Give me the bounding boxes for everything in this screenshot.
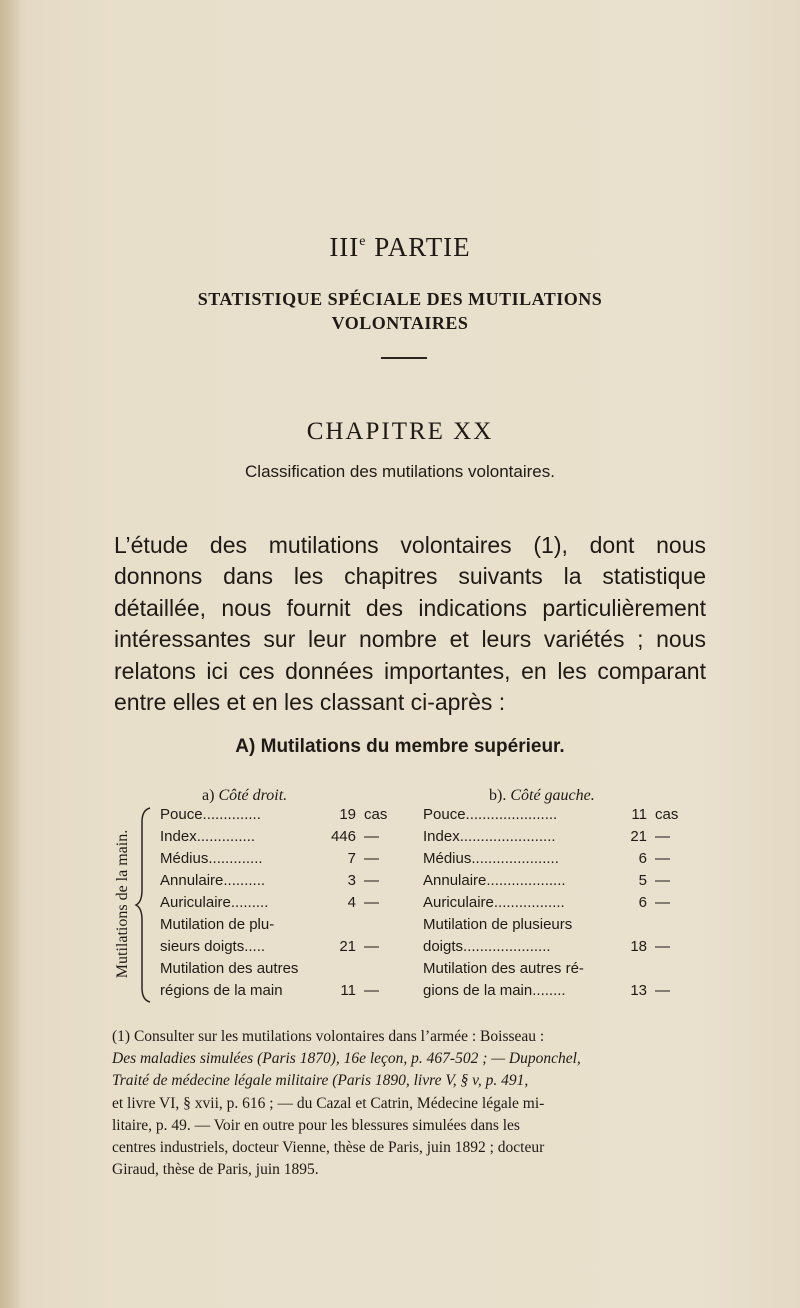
- row-label: Annulaire...................: [423, 872, 566, 889]
- row-value: 3: [347, 872, 356, 889]
- row-value: 21: [630, 828, 647, 845]
- row-value: 13: [630, 982, 647, 999]
- left-side-row: [423, 870, 685, 892]
- row-label: Pouce......................: [423, 806, 558, 823]
- row-label: Auriculaire.........: [160, 894, 269, 911]
- footnote-line-5: litaire, p. 49. — Voir en outre pour les blessures simulées dans les: [112, 1116, 520, 1134]
- left-side-heading: [489, 787, 595, 805]
- row-label: Pouce..............: [160, 806, 261, 823]
- left-brace-icon: [134, 806, 154, 1004]
- row-value: 18: [630, 938, 647, 955]
- right-side-row: [160, 936, 390, 958]
- page-binding-shadow: [0, 0, 22, 1308]
- left-side-row: [423, 892, 685, 914]
- row-unit: —: [364, 828, 379, 845]
- footnote-line-3: Traité de médecine légale militaire (Paris 1890, livre V, § v, p. 491,: [112, 1072, 529, 1090]
- row-unit: —: [364, 894, 379, 911]
- row-value: 11: [631, 806, 647, 823]
- right-side-heading-text: Côté droit.: [218, 787, 288, 804]
- right-side-row: [160, 848, 390, 870]
- right-side-row: [160, 826, 390, 848]
- row-label: Auriculaire.................: [423, 894, 565, 911]
- row-value: 19: [339, 806, 356, 823]
- row-label: Mutilation des autres ré-: [423, 960, 584, 977]
- footnote-line-6: centres industriels, docteur Vienne, thèse de Paris, juin 1892 ; docteur: [112, 1139, 545, 1157]
- row-label: Médius.....................: [423, 850, 559, 867]
- left-side-row: [423, 826, 685, 848]
- section-heading: A) Mutilations du membre supérieur.: [235, 736, 565, 757]
- intro-paragraph: [114, 530, 706, 718]
- part-numeral: III: [329, 232, 360, 262]
- row-value: 6: [638, 894, 647, 911]
- right-side-row: [160, 804, 390, 826]
- part-title: [0, 232, 800, 263]
- row-unit: —: [655, 982, 670, 999]
- footnote-line-4: et livre VI, § xvii, p. 616 ; — du Cazal et Catrin, Médecine légale mi-: [112, 1094, 545, 1112]
- right-side-row: [160, 892, 390, 914]
- right-side-row: [160, 980, 390, 1002]
- row-unit: cas: [364, 806, 388, 823]
- row-value: 7: [347, 850, 356, 867]
- row-unit: —: [655, 850, 670, 867]
- side-label: [112, 808, 134, 1000]
- part-numeral-sup: e: [359, 234, 367, 249]
- row-label: Mutilation de plusieurs: [423, 916, 573, 933]
- left-side-row: [423, 980, 685, 1002]
- row-label: sieurs doigts.....: [160, 938, 266, 955]
- row-label: Mutilation de plu-: [160, 916, 275, 933]
- footnote-line-1: (1) Consulter sur les mutilations volontaires dans l’armée : Boisseau :: [112, 1028, 545, 1045]
- left-side-heading-prefix: b).: [489, 787, 507, 804]
- row-unit: —: [655, 872, 670, 889]
- left-side-heading-text: Côté gauche.: [510, 787, 595, 804]
- right-side-heading-prefix: a): [202, 787, 215, 804]
- part-subtitle: [0, 287, 800, 335]
- right-side-heading: [202, 787, 287, 805]
- left-side-row: [423, 914, 685, 936]
- row-label: Index.......................: [423, 828, 556, 845]
- row-value: 6: [638, 850, 647, 867]
- right-side-row: [160, 958, 390, 980]
- row-unit: —: [364, 850, 379, 867]
- left-side-row: [423, 958, 685, 980]
- chapter-subtitle: Classification des mutilations volontaires.: [245, 462, 555, 481]
- row-label: gions de la main........: [423, 982, 566, 999]
- row-value: 446: [330, 828, 356, 845]
- row-unit: —: [655, 894, 670, 911]
- right-side-row: [160, 914, 390, 936]
- chapter-title: CHAPITRE XX: [306, 418, 494, 445]
- intro-paragraph-text: L’étude des mutilations volontaires (1), dont nous donnons dans les chapitres suivants la statistique détaillée, nous fournit des indications particulièrement intéressantes sur leur nombre et leurs variétés ; nous relatons ici ces données importantes, en les comparant entre elles et en les classant ci-après :: [114, 532, 706, 716]
- row-unit: —: [364, 872, 379, 889]
- row-unit: cas: [655, 806, 679, 823]
- divider-rule: [381, 357, 427, 359]
- row-value: 21: [339, 938, 356, 955]
- row-label: Mutilation des autres: [160, 960, 299, 977]
- side-label-text: Mutilations de la main.: [114, 829, 131, 979]
- row-unit: —: [655, 938, 670, 955]
- row-value: 4: [347, 894, 356, 911]
- right-side-row: [160, 870, 390, 892]
- row-label: Index..............: [160, 828, 256, 845]
- row-unit: —: [364, 938, 379, 955]
- part-subtitle-line1: STATISTIQUE SPÉCIALE DES MUTILATIONS: [197, 289, 603, 309]
- row-value: 11: [340, 982, 356, 999]
- row-label: doigts.....................: [423, 938, 551, 955]
- part-subtitle-line2: VOLONTAIRES: [331, 313, 469, 333]
- row-label: Médius.............: [160, 850, 263, 867]
- row-label: régions de la main: [160, 982, 283, 999]
- footnote: [112, 1026, 708, 1181]
- row-label: Annulaire..........: [160, 872, 266, 889]
- part-word: PARTIE: [374, 232, 471, 262]
- footnote-line-7: Giraud, thèse de Paris, juin 1895.: [112, 1161, 319, 1179]
- row-unit: —: [364, 982, 379, 999]
- left-side-row: [423, 804, 685, 826]
- row-unit: —: [655, 828, 670, 845]
- row-value: 5: [638, 872, 647, 889]
- footnote-line-2: Des maladies simulées (Paris 1870), 16e leçon, p. 467-502 ; — Duponchel,: [112, 1050, 581, 1068]
- left-side-row: [423, 936, 685, 958]
- left-side-row: [423, 848, 685, 870]
